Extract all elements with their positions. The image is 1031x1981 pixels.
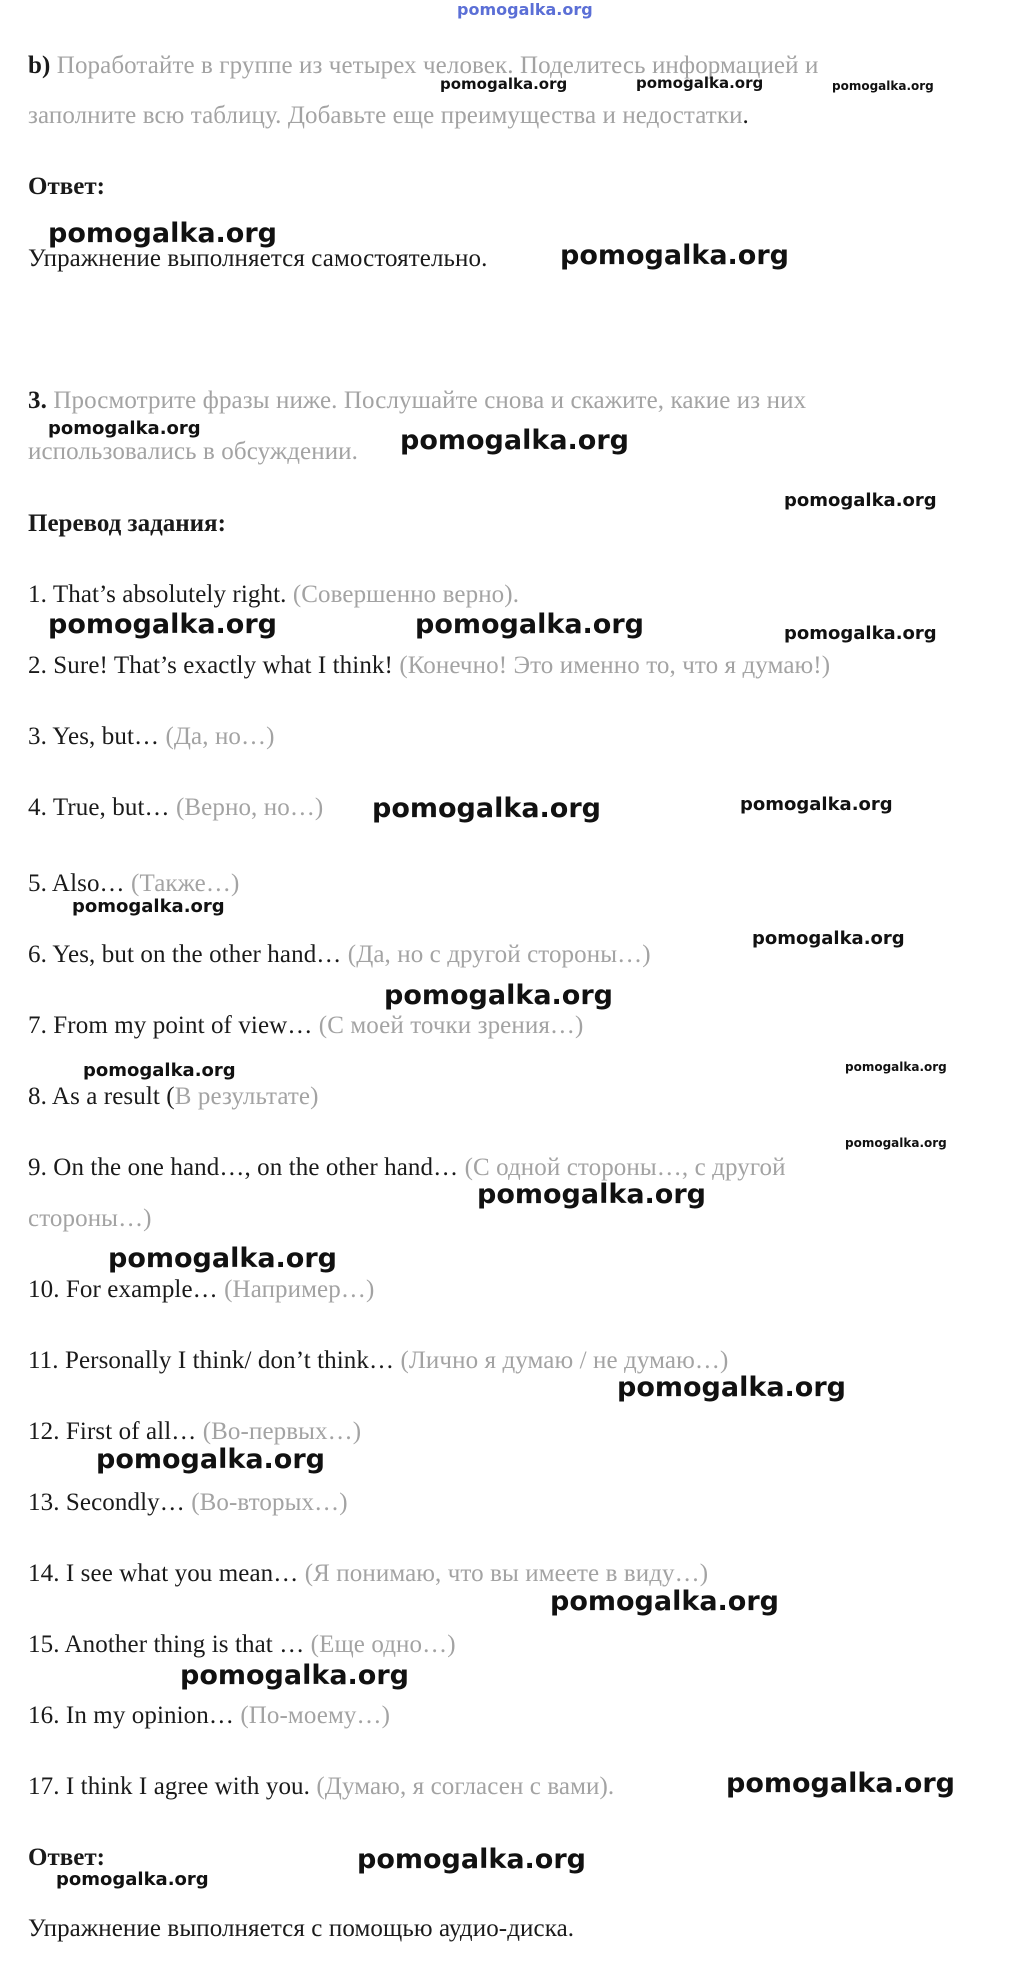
phrase-en: 3. Yes, but… (28, 723, 160, 750)
watermark: pomogalka.org (636, 74, 764, 92)
phrase-en: 16. In my opinion… (28, 1702, 234, 1729)
phrase-en: 2. Sure! That’s exactly what I think! (28, 652, 393, 679)
watermark: pomogalka.org (48, 418, 201, 439)
phrase-ru: (По-моему…) (240, 1702, 390, 1729)
translation-heading: Перевод задания: (28, 510, 226, 537)
task-b-text2-end: . (742, 102, 749, 129)
watermark: pomogalka.org (357, 1844, 586, 1875)
phrase-ru: (Я понимаю, что вы имеете в виду…) (304, 1560, 709, 1587)
phrase-en: 17. I think I agree with you. (28, 1773, 311, 1800)
phrase-ru: (Еще одно…) (310, 1631, 456, 1658)
phrase-13 (28, 1487, 348, 1519)
watermark: pomogalka.org (56, 1869, 209, 1890)
phrase-9-cont: стороны…) (28, 1205, 152, 1232)
answer2-text: Упражнение выполняется с помощью аудио-диска. (28, 1915, 575, 1942)
watermark: pomogalka.org (372, 793, 601, 824)
phrase-6 (28, 939, 651, 971)
phrase-ru: (Во-вторых…) (191, 1489, 348, 1516)
phrase-ru: (Да, но с другой стороны…) (347, 941, 651, 968)
watermark: pomogalka.org (617, 1372, 846, 1403)
phrase-ru: (Например…) (224, 1276, 375, 1303)
phrase-en: 11. Personally I think/ don’t think… (28, 1347, 395, 1374)
phrase-en: 14. I see what you mean… (28, 1560, 299, 1587)
phrase-en: 1. That’s absolutely right. (28, 581, 287, 608)
answer1-heading: Ответ: (28, 173, 105, 200)
phrase-en: 13. Secondly… (28, 1489, 185, 1516)
task3-text1: Просмотрите фразы ниже. Послушайте снова и скажите, какие из них (53, 387, 807, 414)
watermark: pomogalka.org (740, 794, 893, 815)
phrase-ru: (Думаю, я согласен с вами). (316, 1773, 615, 1800)
watermark: pomogalka.org (96, 1444, 325, 1475)
watermark: pomogalka.org (845, 1060, 947, 1074)
phrase-en: 8. As a result ( (28, 1083, 175, 1110)
phrase-en: 4. True, but… (28, 794, 170, 821)
phrase-ru: (Верно, но…) (175, 794, 324, 821)
phrase-16 (28, 1700, 390, 1732)
phrase-ru: В результате) (174, 1083, 319, 1110)
phrase-en: 12. First of all… (28, 1418, 197, 1445)
watermark: pomogalka.org (845, 1136, 947, 1150)
phrase-ru: (Также…) (131, 870, 240, 897)
phrase-8 (28, 1081, 319, 1113)
watermark: pomogalka.org (832, 79, 934, 93)
task3-label: 3. (28, 387, 47, 414)
phrase-en: 6. Yes, but on the other hand… (28, 941, 342, 968)
phrase-en: 7. From my point of view… (28, 1012, 313, 1039)
watermark: pomogalka.org (83, 1060, 236, 1081)
watermark: pomogalka.org (550, 1586, 779, 1617)
phrase-1 (28, 579, 519, 611)
watermark: pomogalka.org (726, 1768, 955, 1799)
watermark: pomogalka.org (48, 609, 277, 640)
watermark: pomogalka.org (400, 425, 629, 456)
phrase-ru: (С одной стороны…, с другой (464, 1154, 786, 1181)
watermark: pomogalka.org (752, 928, 905, 949)
watermark: pomogalka.org (477, 1179, 706, 1210)
watermark: pomogalka.org (415, 609, 644, 640)
phrase-ru: (С моей точки зрения…) (318, 1012, 584, 1039)
phrase-en: 9. On the one hand…, on the other hand… (28, 1154, 459, 1181)
watermark: pomogalka.org (784, 490, 937, 511)
watermark: pomogalka.org (108, 1243, 337, 1274)
task3-line1 (28, 385, 806, 417)
phrase-en: 5. Also… (28, 870, 125, 897)
phrase-17 (28, 1771, 614, 1803)
task-b-text2: заполните всю таблицу. Добавьте еще преимущества и недостатки (28, 102, 743, 129)
phrase-3 (28, 721, 275, 753)
task-b-label: b) (28, 52, 51, 79)
phrase-ru: (Во-первых…) (202, 1418, 362, 1445)
phrase-en: 10. For example… (28, 1276, 218, 1303)
phrase-ru: (Лично я думаю / не думаю…) (400, 1347, 729, 1374)
phrase-ru: (Конечно! Это именно то, что я думаю!) (399, 652, 831, 679)
phrase-10 (28, 1274, 374, 1306)
task-b-line2 (28, 100, 749, 132)
answer2-heading: Ответ: (28, 1844, 105, 1871)
watermark: pomogalka.org (784, 623, 937, 644)
watermark: pomogalka.org (560, 240, 789, 271)
phrase-4 (28, 792, 323, 824)
phrase-en: 15. Another thing is that … (28, 1631, 305, 1658)
phrase-15 (28, 1629, 456, 1661)
watermark: pomogalka.org (384, 980, 613, 1011)
task-b-text1: Поработайте в группе из четырех человек. Поделитесь информацией и (56, 52, 819, 79)
answer1-text: Упражнение выполняется самостоятельно. (28, 245, 488, 272)
watermark: pomogalka.org (48, 218, 277, 249)
watermark: pomogalka.org (180, 1660, 409, 1691)
header-watermark: pomogalka.org (457, 0, 593, 19)
phrase-ru: (Да, но…) (165, 723, 275, 750)
phrase-7 (28, 1010, 583, 1042)
phrase-ru: (Совершенно верно). (292, 581, 520, 608)
phrase-2 (28, 650, 830, 682)
watermark: pomogalka.org (72, 896, 225, 917)
task3-line2: использовались в обсуждении. (28, 438, 359, 465)
watermark: pomogalka.org (440, 75, 568, 93)
